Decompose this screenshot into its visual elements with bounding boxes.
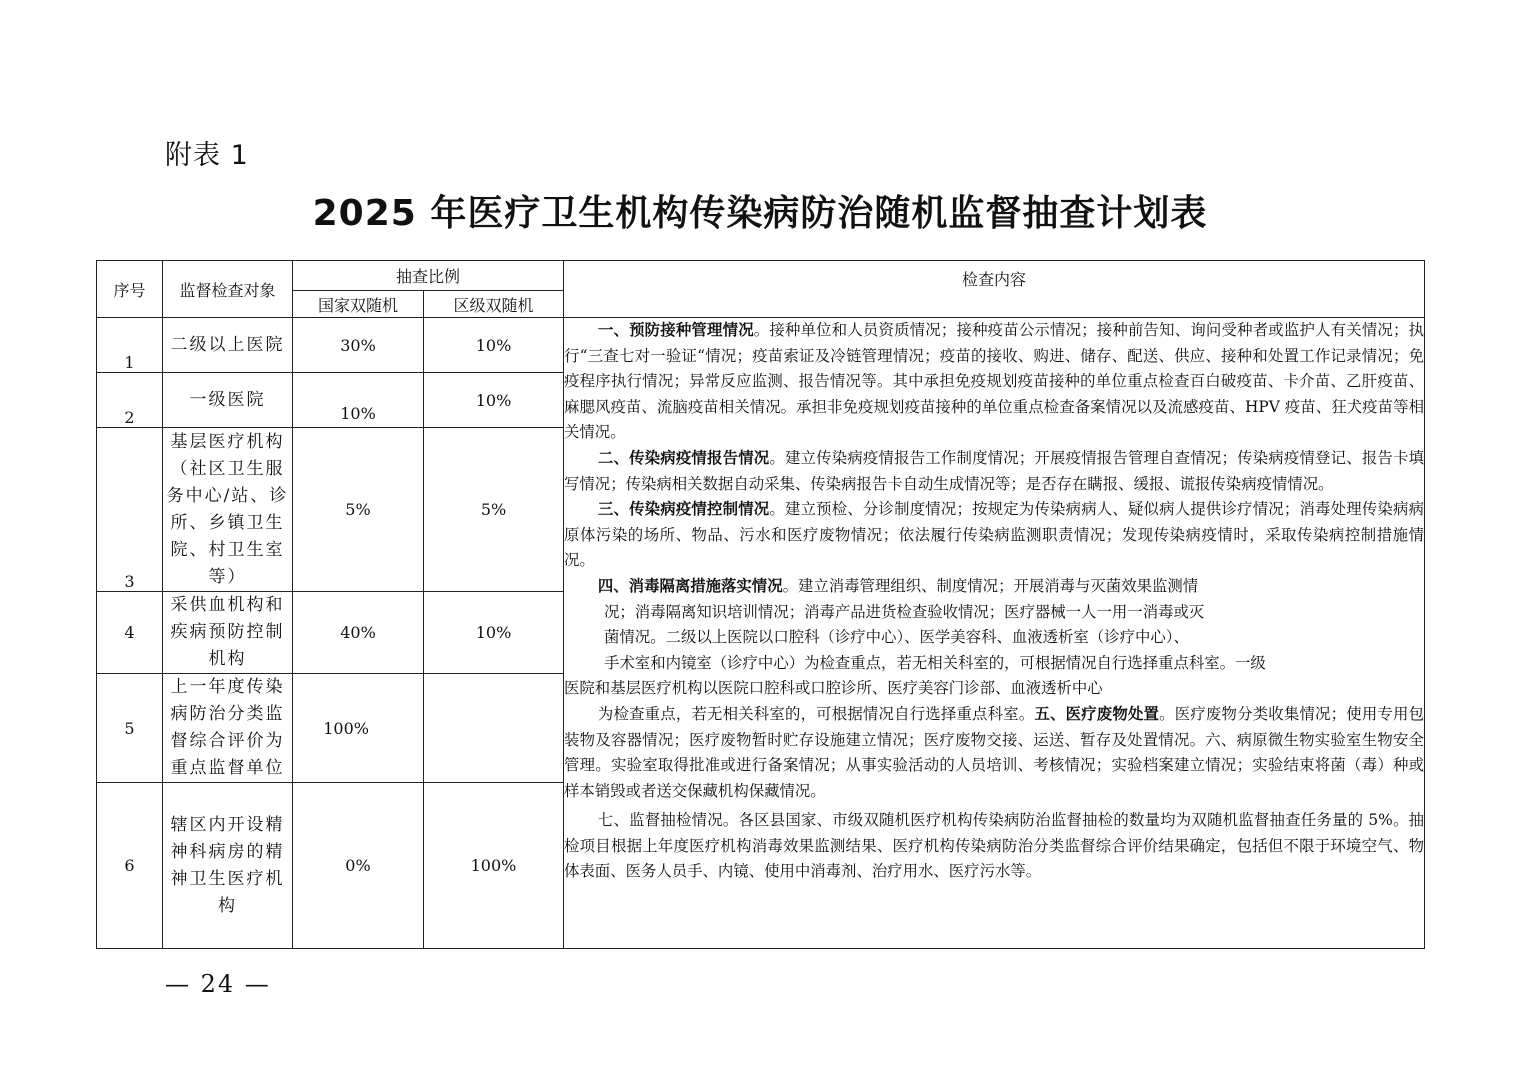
section-heading: 二、传染病疫情报告情况 <box>597 448 770 467</box>
row-seq: 2 <box>97 373 163 428</box>
header-content: 检查内容 <box>564 261 1425 318</box>
header-national: 国家双随机 <box>293 291 424 318</box>
row-target: 上一年度传染病防治分类监督综合评价为重点监督单位 <box>163 674 293 783</box>
content-section-1 <box>564 318 1424 446</box>
attachment-label: 附表 1 <box>165 140 249 171</box>
header-district: 区级双随机 <box>424 291 564 318</box>
section-line: 手术室和内镜室（诊疗中心）为检查重点，若无相关科室的，可根据情况自行选择重点科室。一级 <box>604 653 1266 672</box>
section-line: 为检查重点，若无相关科室的，可根据情况自行选择重点科室。 <box>597 704 1035 723</box>
row-seq: 6 <box>97 783 163 949</box>
row-seq: 1 <box>97 318 163 373</box>
section-line: 医院和基层医疗机构以医院口腔科或口腔诊所、医疗美容门诊部、血液透析中心 <box>564 679 1103 698</box>
content-section-7: 七、监督抽检情况。各区县国家、市级双随机医疗机构传染病防治监督抽检的数量均为双随机监督抽查任务量的 5%。抽检项目根据上年度医疗机构消毒效果监测结果、医疗机构传染病防治分类监督综合评价结果确定，包括但不限于环境空气、物体表面、医务人员手、内镜、使用中消毒剂、治疗用水、医疗污水等。 <box>564 811 1425 881</box>
row-target: 二级以上医院 <box>163 318 293 373</box>
header-seq: 序号 <box>97 261 163 318</box>
row-district-ratio: 10% <box>424 318 564 373</box>
row-seq: 3 <box>97 428 163 592</box>
row-national-ratio: 100% <box>293 674 424 783</box>
inspection-plan-table <box>96 260 1425 949</box>
row-national-ratio: 30% <box>293 318 424 373</box>
section-line: 。建立消毒管理组织、制度情况；开展消毒与灭菌效果监测情 <box>782 576 1199 595</box>
row-target: 一级医院 <box>163 373 293 428</box>
row-district-ratio: 100% <box>424 783 564 949</box>
row-district-ratio <box>424 674 564 783</box>
section-body: 。建立预检、分诊制度情况；按规定为传染病病人、疑似病人提供诊疗情况；消毒处理传染病病原体污染的场所、物品、污水和医疗废物情况；依法履行传染病监测职责情况；发现传染病疫情时，采取传染病控制措施情况。 <box>564 500 1425 570</box>
section-heading: 一、预防接种管理情况 <box>597 321 754 339</box>
section-heading: 五、医疗废物处置 <box>1034 704 1160 723</box>
content-section-5 <box>564 702 1424 804</box>
row-target: 基层医疗机构（社区卫生服务中心/站、诊所、乡镇卫生院、村卫生室等） <box>163 428 293 592</box>
content-section-2 <box>564 446 1424 497</box>
header-ratio: 抽查比例 <box>293 261 564 291</box>
section-heading: 四、消毒隔离措施落实情况 <box>597 576 783 595</box>
row-seq: 5 <box>97 674 163 783</box>
section-body: 。接种单位和人员资质情况；接种疫苗公示情况；接种前告知、询问受种者或监护人有关情况；执行“三查七对一验证“情况；疫苗索证及冷链管理情况；疫苗的接收、购进、储存、配送、供应、接种和处置工作记录情况；免疫程序执行情况；异常反应监测、报告情况等。其中承担免疫规划疫苗接种的单位重点检查百白破疫苗、卡介苗、乙肝疫苗、麻腮风疫苗、流脑疫苗相关情况。承担非免疫规划疫苗接种的单位重点检查备案情况以及流感疫苗、HPV 疫苗、狂犬疫苗等相关情况。 <box>564 321 1425 442</box>
content-section-4 <box>564 574 1424 702</box>
row-national-ratio: 5% <box>293 428 424 592</box>
row-national-ratio: 0% <box>293 783 424 949</box>
row-district-ratio: 10% <box>424 373 564 428</box>
row-national-ratio: 40% <box>293 592 424 674</box>
row-target: 辖区内开设精神科病房的精神卫生医疗机构 <box>163 783 293 949</box>
row-seq: 4 <box>97 592 163 674</box>
document-title: 2025 年医疗卫生机构传染病防治随机监督抽查计划表 <box>312 193 1208 234</box>
section-line: 菌情况。二级以上医院以口腔科（诊疗中心）、医学美容科、血液透析室（诊疗中心）、 <box>604 628 1189 647</box>
section-line: 况；消毒隔离知识培训情况；消毒产品进货检查验收情况；医疗器械一人一用一消毒或灭 <box>604 602 1205 621</box>
row-target: 采供血机构和疾病预防控制机构 <box>163 592 293 674</box>
content-section-3 <box>564 497 1424 574</box>
page-number: — 24 — <box>165 970 271 998</box>
row-district-ratio: 5% <box>424 428 564 592</box>
row-district-ratio: 10% <box>424 592 564 674</box>
table-row <box>97 318 1425 373</box>
inspection-content <box>564 318 1425 949</box>
section-heading: 三、传染病疫情控制情况 <box>597 500 770 519</box>
section-body: 。建立传染病疫情报告工作制度情况；开展疫情报告管理自查情况；传染病疫情登记、报告卡填写情况；传染病相关数据自动采集、传染病报告卡自动生成情况等；是否存在瞒报、缓报、谎报传染病疫情情况。 <box>564 448 1424 493</box>
header-target: 监督检查对象 <box>163 261 293 318</box>
section-body: 。医疗废物分类收集情况；使用专用包装物及容器情况；医疗废物暂时贮存设施建立情况；医疗废物交接、运送、暂存及处置情况。六、病原微生物实验室生物安全管理。实验室取得批准或进行备案情况；从事实验活动的人员培训、考核情况；实验档案建立情况；实验结束将菌（毒）种或样本销毁或者送交保藏机构保藏情况。 <box>564 704 1425 800</box>
row-national-ratio: 10% <box>293 373 424 428</box>
